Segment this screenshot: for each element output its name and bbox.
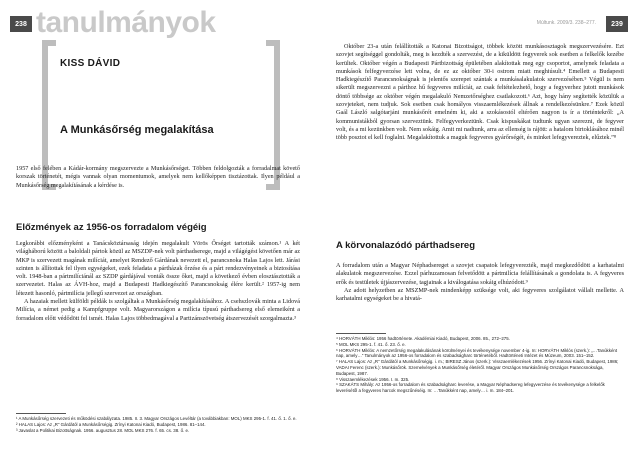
footnote: ⁹ SZAKÁTS Mihály: Az 1956-os forradalom és szabadságharc leverése, a Magyar Néphadsereg lefegyverzése és tevékenysége a felkelők leverésétől a fegyveres harcok megszűnéséig. In: …Tanúkként nap, amely… i. m. 184–201. [336, 382, 605, 394]
article-lead [16, 165, 300, 190]
article-author: KISS DÁVID [60, 58, 121, 69]
article-title: A Munkásőrség megalakítása [60, 124, 214, 136]
body-paragraph: Október 23-a után felállították a Katonai Bizottságot, többek között munkásosztagok megszervezésére. Ezt szovjet segítséggel gondolták, meg is kezdték a szervezést, de a kiküldött fegyverek sok esetben a felkelők kezébe kerültek. Október végén a Budapesti Pártbizottság épületében alakítottak meg egy csoportot, amelynek feladata a munkások felfegyverzése lett volna, de ez az október 30-i ostrom miatt meghiúsult.⁴ Emellett a Budapesti Hadkiegészítő Parancsnokságnak is jelentős szerepet szántak a munkásalakulatok szervezésében.⁵ Végül is nem sikerült megszervezni a párthoz hű fegyveres milíciát, az csak feltételezhető, hogy a fegyverhez jutott munkások döntő többsége az október végén megalakuló Nemzetőrséghez csatlakozott.⁶ Azt, hogy hány segítették közülük a szovjeteket, nem tudjuk. Sok esetben csak homályos visszaemlékezések állnak a rendelkezésünkre.⁷ Ezek közül Gaál László salgótarjáni munkásőrét emelném ki, aki a szokásostól eltérően nagyon is ír a történtekről: „A kommunistákból gyorsan szerveztünk. Felfegyverkeztünk. Csak kispuskákat tudtunk ugyan szerezni, de fegyver volt, és a mi kezünkben volt. Nem sokáig. Amit mi nadtunk, arra az ellenség is rájött: a hatalom birtoklásához minél több posztot el kell foglalni. Megalakítottuk a maguk fegyveres gyárőrségét, és minket lefegyvereztek, elűztek.”⁸ [336, 43, 624, 142]
footnote: ¹ A Munkásőrség szervezeti és működési szabályzata. 1985. II. 3. Magyar Országos Levéltár (a továbbiakban: MOL) MKS 295-1. f. 41. ő. 1. ő. e. [16, 416, 297, 421]
footnote: ⁷ HALAS Lajos: Az „R” Gárdától a Munkásőrségig. i. m.; BIRESZ János (szerk.): Visszaemlékezések 1956. Zrínyi Katonai Kiadó, Budapest, 1986; VADAI Ferenc (szerk.): Munkásőrök. Szemelvények a Munkásőrség életéről. Magyar Országos Munkásőrség Országos Parancsnoksága, Budapest, 1987. [336, 359, 619, 376]
running-head: Múltunk. 2009/3. 238–277. [536, 20, 596, 26]
footnote: ³ Javaslat a Politikai Bizottságnak. 1956. augusztus 28. MOL MKS 276. f. 65. cs. 38. ő. e. [16, 427, 190, 433]
body-paragraph: Legkorábbi előzményként a Tanácsköztársaság idején megalakult Vörös Őrséget tartották számon.¹ A két világháború között a baloldali pártok közül az MSZDP-nek volt párthadserege, majd a világégést követően már az MKP is szervezett magának milíciát, amelyet Rendező Gárdának nevezett el, parancsnoka Halas Lajos lett. Járási szinten is állítottak fel ilyen egységeket, ezek feladata a pártházak őrzése és a párt rendezvényeinek a biztosítása volt. 1948-ban a pártmilíciánál az SZDP gárdájával vonták össze őket, majd a következő évben elosztásztották a szervezetet. Halas az ÁVH-hoz, majd a Budapesti Hadkiegészítő Parancsnokság élére került.² 1957-ig nem létezett hasonló, pártmilícia jellegű szervezet az országban. [16, 240, 300, 297]
body-paragraph: A forradalom után a Magyar Néphadsereget a szovjet csapatok lefegyverezték, majd megkezdődött a karhatalmi alakulatok megszervezése. Ezzel párhuzamosan felvetődött a pártmilícia felállításának a gondolata is. A fegyveres erők és testületek újjászervezése, tagjainak a kiválogatása sokáig elhúzódott.⁹ [336, 262, 624, 286]
body-paragraph: A hazaiak mellett külföldi példák is szolgáltak a Munkásőrség megalakításához. A csehszlovák minta a Lidová Milícia, a német pedig a Kampfgruppe volt. Magyarországon a milícia típusú párthadsereg első elemeiként a forradalom előtt védődött fel ismét. Halas Lajos többedmagával a Partizánszövetség átszervezését szorgalmazta.³ [16, 298, 300, 322]
body-paragraph: Az adott helyzetben az MSZMP-nek mindenképp szüksége volt, aki fegyveres szolgálatot vállalt mellette. A karhatalmi egységeket be a hivatá- [336, 286, 624, 303]
footnotes-left [16, 416, 300, 433]
lead-paragraph: 1957 első felében a Kádár-kormány megszervezte a Munkásőrséget. Többen feldolgozták a forradalmat követő korszak történetét, mégis vannak olyan momentumok, amelyek nem kellőképpen tisztázottak. Ilyen például a Munkásőrség megalakításának a kérdése is. [16, 165, 300, 189]
page-number-right: 239 [606, 16, 628, 32]
left-body-text [16, 240, 300, 323]
right-body-text-2 [336, 262, 624, 303]
journal-section-title: tanulmányok [36, 6, 216, 39]
footnote-rule-right [336, 333, 386, 334]
section-heading-background: Előzmények az 1956-os forradalom végéig [16, 222, 207, 233]
page-number-left: 238 [10, 16, 32, 32]
right-page [320, 0, 640, 463]
footnote: ⁴ HORVÁTH Miklós: 1956 hadtörténete. Akadémiai Kiadó, Budapest, 2006. 85., 272–275. [336, 336, 510, 341]
footnote: ² HALAS Lajos: Az „R” Gárdától a Munkásőrségig. Zrínyi Katonai Kiadó, Budapest, 1986. 81–144. [16, 421, 206, 427]
section-heading-party-army: A körvonalazódó párthadsereg [336, 240, 476, 251]
footnote: ⁸ Visszaemlékezések 1956. I. m. 325. [336, 376, 410, 382]
right-body-text [336, 43, 624, 143]
footnote: ⁶ HORVÁTH Miklós: A nemzetőrség megalakulásának körülményei és tevékenysége november 4-ig. In: HORVÁTH Miklós (szerk.): „…Tanúkként nap, amely…” Tanulmányok az 1956-os forradalom és szabadságharc történetéből. Hadtörténeti Intézet és Múzeum, 2003. 151–152. [336, 347, 618, 359]
footnotes-right [336, 336, 624, 394]
footnote: ⁵ MOL MKS 295-1. f. 41. ő. 23. ő. e. [336, 341, 406, 347]
footnote-rule-left [16, 413, 66, 414]
